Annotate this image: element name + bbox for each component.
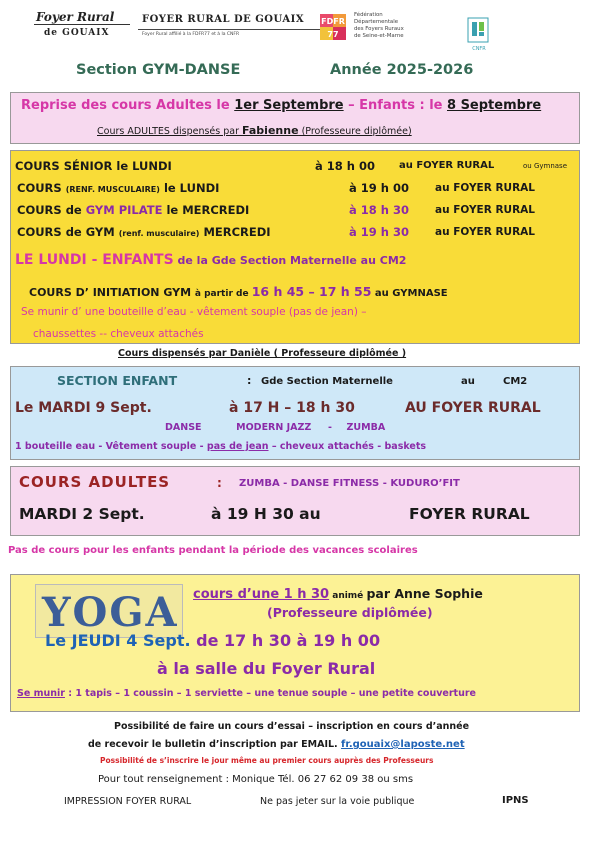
course-pilate-time bbox=[349, 205, 409, 217]
cours-adultes-box bbox=[10, 466, 580, 536]
day-date: 9 Sept. bbox=[95, 400, 152, 416]
day-date: 4 Sept. bbox=[126, 631, 191, 650]
logo-sub-text: de GOUAIX bbox=[44, 28, 110, 38]
yoga-logo-word: YOGA bbox=[42, 589, 179, 636]
course-renf-lundi-place: au FOYER RURAL bbox=[435, 182, 535, 194]
fdfr-logo-digits: 77 bbox=[327, 30, 339, 39]
yoga-teacher-qualif: (Professeure diplômée) bbox=[267, 605, 433, 620]
kids-monday-heading bbox=[15, 251, 406, 267]
adult-start-date: 1er Septembre bbox=[234, 98, 344, 113]
yoga-duration-line bbox=[193, 585, 483, 601]
course-renf-mercredi-place: au FOYER RURAL bbox=[435, 226, 535, 238]
fdfr-logo-letters: FDFR bbox=[321, 17, 345, 26]
section-enfant-place: AU FOYER RURAL bbox=[405, 400, 541, 416]
cours-adultes-place: FOYER RURAL bbox=[409, 505, 530, 523]
day-label: Le JEUDI bbox=[45, 631, 127, 650]
kids-monday-levels: de la Gde Section Maternelle au CM2 bbox=[173, 254, 407, 267]
course-renf-mercredi bbox=[17, 227, 271, 239]
kids-bring-line-2: chaussettes -- cheveux attachés bbox=[33, 328, 204, 340]
yoga-logo bbox=[35, 584, 183, 638]
course-senior-time: à 18 h 00 bbox=[315, 159, 375, 173]
daniele-teacher-line: Cours dispensés par Danièle ( Professeure diplômée ) bbox=[118, 348, 407, 359]
bring-text-end: – cheveux attachés - baskets bbox=[268, 441, 427, 452]
foyer-name-rule bbox=[138, 29, 334, 30]
logo-divider bbox=[34, 24, 130, 25]
footer-same-day-line: Possibilité de s’inscrire le jour même au premier cours auprès des Professeurs bbox=[100, 756, 434, 765]
cnfr-logo-icon bbox=[466, 16, 490, 46]
section-enfant-colon: : bbox=[247, 374, 252, 387]
fdfr-line: Départementale bbox=[354, 19, 399, 25]
section-enfant-au: au bbox=[461, 376, 475, 387]
course-label: COURS bbox=[17, 181, 66, 195]
yoga-bring-items: : 1 tapis – 1 coussin – 1 serviette – une tenue souple – une petite couverture bbox=[64, 688, 476, 699]
section-title: Section GYM-DANSE bbox=[76, 62, 241, 78]
course-label-day: MERCREDI bbox=[199, 225, 271, 239]
reprise-text: Reprise des cours Adultes le bbox=[21, 98, 235, 113]
day-label: Le MARDI bbox=[15, 400, 96, 416]
logo-main-text: Foyer Rural bbox=[36, 10, 115, 24]
course-renf-mercredi-time bbox=[349, 227, 409, 239]
course-senior-place: au FOYER RURAL bbox=[399, 160, 495, 171]
reprise-box bbox=[10, 92, 580, 144]
yoga-bring-line bbox=[17, 689, 476, 699]
initiation-time: 16 h 45 – 17 h 55 bbox=[251, 284, 372, 299]
section-enfant-time: à 17 H – 18 h 30 bbox=[229, 400, 355, 416]
course-pilate bbox=[17, 205, 249, 217]
yoga-animated: animé bbox=[329, 591, 367, 601]
footer-email-link[interactable]: fr.gouaix@laposte.net bbox=[340, 739, 465, 750]
foyer-affiliation: Foyer Rural affilié à la FDFR77 et à la CNFR bbox=[142, 32, 240, 37]
section-enfant-styles bbox=[165, 423, 385, 433]
section-enfant-bring bbox=[15, 442, 426, 452]
cnfr-logo-caption: CNFR bbox=[472, 46, 486, 52]
yoga-duration: cours d’une 1 h 30 bbox=[193, 587, 330, 602]
course-renf-lundi bbox=[17, 183, 219, 195]
section-enfant-level: Gde Section Maternelle bbox=[261, 376, 393, 387]
course-senior-alt-place: ou Gymnase bbox=[523, 162, 568, 170]
footer-contact-line: Pour tout renseignement : Monique Tél. 06 27 62 09 38 ou sms bbox=[98, 774, 414, 785]
initiation-from: à partir de bbox=[194, 289, 252, 299]
kids-bring-line-1: Se munir d’ une bouteille d’eau - vêtement souple (pas de jean) – bbox=[21, 306, 367, 318]
yoga-bring-label: Se munir bbox=[17, 688, 65, 699]
dance-style: DANSE bbox=[165, 422, 202, 433]
footer-impression: IMPRESSION FOYER RURAL bbox=[64, 796, 192, 807]
reprise-text-kids: – Enfants : le bbox=[343, 98, 447, 113]
footer-bulletin-text: de recevoir le bulletin d’inscription par EMAIL. bbox=[88, 739, 341, 750]
cours-adultes-time: à 19 H 30 au bbox=[211, 505, 321, 523]
dance-style: MODERN JAZZ bbox=[236, 422, 312, 433]
footer-no-throw: Ne pas jeter sur la voie publique bbox=[260, 796, 415, 807]
course-label-gym: GYM PILATE bbox=[85, 203, 163, 217]
weekly-courses-box bbox=[10, 150, 580, 344]
footer-bulletin-line bbox=[88, 740, 465, 750]
course-label-day: le MERCREDI bbox=[162, 203, 250, 217]
course-time-text: à 19 h 30 bbox=[349, 225, 409, 239]
kids-monday-head: LE LUNDI - ENFANTS bbox=[15, 252, 174, 268]
yoga-box bbox=[10, 574, 580, 712]
season-title: Année 2025-2026 bbox=[330, 62, 474, 78]
fdfr-description bbox=[354, 12, 432, 40]
section-enfant-head: SECTION ENFANT bbox=[57, 373, 178, 388]
course-renf-lundi-time: à 19 h 00 bbox=[349, 181, 409, 195]
yoga-time: de 17 h 30 à 19 h 00 bbox=[190, 631, 381, 650]
cours-adultes-styles: ZUMBA - DANSE FITNESS - KUDURO’FIT bbox=[239, 478, 460, 489]
course-label-detail: (RENF. MUSCULAIRE) bbox=[65, 185, 160, 194]
cours-adultes-colon: : bbox=[217, 476, 222, 490]
yoga-teacher: par Anne Sophie bbox=[366, 586, 483, 601]
section-enfant-box bbox=[10, 366, 580, 460]
adult-teacher-line bbox=[97, 125, 412, 137]
section-enfant-cm2: CM2 bbox=[503, 376, 528, 387]
dance-style-sep: - bbox=[327, 422, 332, 433]
course-label-detail: (renf. musculaire) bbox=[118, 229, 200, 238]
letterhead bbox=[30, 8, 570, 54]
initiation-place: au GYMNASE bbox=[371, 288, 448, 299]
course-time-text: à 18 h 30 bbox=[349, 203, 409, 217]
kids-initiation-line bbox=[29, 283, 448, 299]
foyer-rural-logo bbox=[34, 8, 132, 44]
course-label: COURS de bbox=[17, 203, 86, 217]
day-date: 2 Sept. bbox=[82, 505, 145, 523]
fdfr-line: des Foyers Ruraux bbox=[354, 26, 404, 32]
course-senior-label: COURS SÉNIOR le LUNDI bbox=[15, 159, 172, 173]
yoga-day-line bbox=[45, 633, 380, 649]
adult-teacher-text: Cours ADULTES dispensés par bbox=[97, 126, 243, 137]
adult-teacher-name: Fabienne bbox=[242, 124, 299, 137]
bring-no-jean: pas de jean bbox=[206, 441, 269, 452]
foyer-name: FOYER RURAL DE GOUAIX bbox=[142, 14, 305, 25]
footer-ipns: IPNS bbox=[502, 795, 529, 806]
no-class-notice: Pas de cours pour les enfants pendant la période des vacances scolaires bbox=[8, 545, 418, 556]
adult-teacher-qualif: (Professeure diplômée) bbox=[298, 126, 412, 137]
section-enfant-day-line bbox=[15, 401, 152, 415]
course-label: COURS de GYM bbox=[17, 225, 119, 239]
reprise-line bbox=[21, 99, 541, 112]
fdfr-line: de Seine-et-Marne bbox=[354, 33, 404, 39]
yoga-place: à la salle du Foyer Rural bbox=[157, 659, 376, 678]
fdfr-logo-icon bbox=[318, 12, 348, 44]
footer-trial-line: Possibilité de faire un cours d’essai – inscription en cours d’année bbox=[114, 721, 470, 732]
cours-adultes-day-line bbox=[19, 507, 145, 523]
course-label-day: le LUNDI bbox=[159, 181, 220, 195]
dance-style: ZUMBA bbox=[346, 422, 386, 433]
course-pilate-place: au FOYER RURAL bbox=[435, 204, 535, 216]
initiation-label: COURS D’ INITIATION GYM bbox=[29, 286, 195, 299]
day-label: MARDI bbox=[19, 505, 83, 523]
fdfr-line: Fédération bbox=[354, 12, 383, 18]
bring-text: 1 bouteille eau - Vêtement souple - bbox=[15, 441, 207, 452]
cours-adultes-head: COURS ADULTES bbox=[19, 473, 171, 491]
kids-start-date: 8 Septembre bbox=[447, 98, 542, 113]
